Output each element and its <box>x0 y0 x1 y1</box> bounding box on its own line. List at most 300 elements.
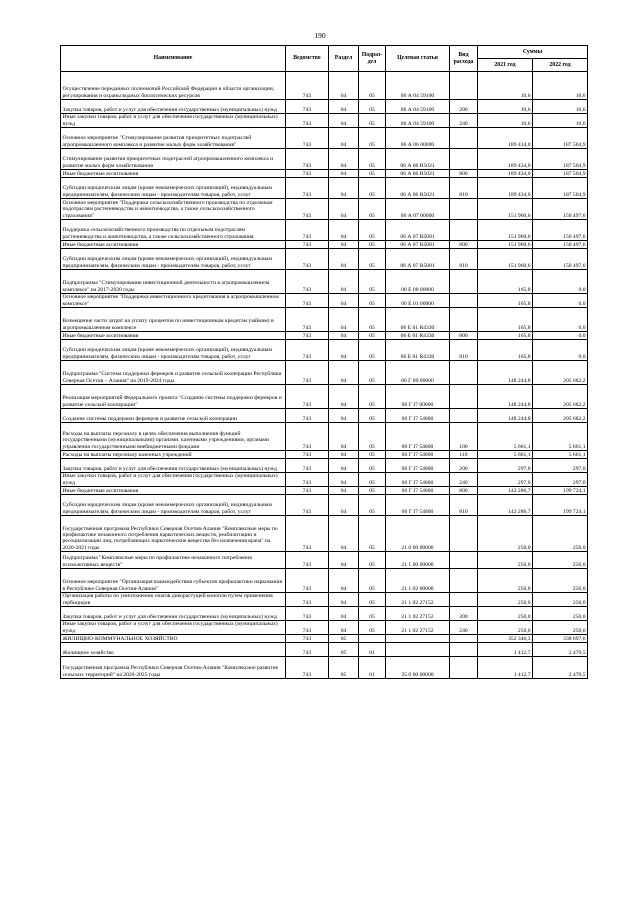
row-section: 04 <box>329 423 359 451</box>
row-expense-type <box>450 409 478 423</box>
row-subsection: 05 <box>359 220 386 241</box>
row-subsection: 05 <box>359 114 386 128</box>
row-expense-type <box>450 552 478 569</box>
row-sum-2022: 10,6 <box>533 72 588 100</box>
row-target-article: 21 1 02 00000 <box>386 569 450 593</box>
row-section: 04 <box>329 149 359 170</box>
row-expense-type: 240 <box>450 114 478 128</box>
row-section: 04 <box>329 459 359 473</box>
row-department: 743 <box>286 593 329 607</box>
row-section: 04 <box>329 621 359 635</box>
row-name: Создание системы поддержки фермеров и развитие сельской кооперации <box>61 409 286 423</box>
row-subsection: 05 <box>359 340 386 361</box>
row-section: 04 <box>329 114 359 128</box>
row-department: 743 <box>286 635 329 643</box>
row-department: 743 <box>286 621 329 635</box>
row-department: 743 <box>286 149 329 170</box>
row-sum-2021: 142 286,7 <box>478 487 533 495</box>
row-name: Основное мероприятие "Поддержка инвестиционного кредитования в агропромышленном комплексе" <box>61 294 286 308</box>
row-subsection <box>359 635 386 643</box>
row-sum-2022: 205 682,2 <box>533 361 588 385</box>
row-section: 04 <box>329 451 359 459</box>
row-name: Субсидии юридическим лицам (кроме некоммерческих организаций), индивидуальным предпринимателям, физическим лицам - производителям товаров, работ, услуг <box>61 178 286 199</box>
row-sum-2021: 250,0 <box>478 607 533 621</box>
col-header-target-article: Целевая статья <box>386 46 450 72</box>
row-section: 04 <box>329 199 359 220</box>
row-name: Иные бюджетные ассигнования <box>61 241 286 249</box>
row-department: 743 <box>286 487 329 495</box>
row-target-article: 06 Е 00 00000 <box>386 270 450 294</box>
row-section: 05 <box>329 657 359 679</box>
table-row <box>61 294 588 308</box>
row-sum-2022: 10,6 <box>533 114 588 128</box>
row-section: 04 <box>329 178 359 199</box>
row-target-article: 06 А 04 59100 <box>386 114 450 128</box>
row-subsection: 01 <box>359 657 386 679</box>
row-subsection: 05 <box>359 451 386 459</box>
row-target-article: 06 Г I7 54800 <box>386 473 450 487</box>
row-expense-type <box>450 199 478 220</box>
row-name: Возмещение части затрат на уплату процентов по инвестиционным кредитам (займам) в агропромышленном комплексе <box>61 308 286 332</box>
row-target-article: 06 Е 01 R4330 <box>386 340 450 361</box>
row-subsection: 05 <box>359 593 386 607</box>
row-subsection: 05 <box>359 294 386 308</box>
row-expense-type <box>450 361 478 385</box>
row-subsection: 05 <box>359 385 386 409</box>
row-sum-2021: 250,0 <box>478 552 533 569</box>
table-row <box>61 114 588 128</box>
row-target-article: 35 0 00 00000 <box>386 657 450 679</box>
table-header <box>61 46 588 72</box>
row-name: Осуществление переданных полномочий Российской Федерации в области организации, регулирования и охраны водных биологических ресурсов <box>61 72 286 100</box>
row-subsection: 05 <box>359 270 386 294</box>
row-subsection: 01 <box>359 643 386 657</box>
row-expense-type: 800 <box>450 487 478 495</box>
row-department: 743 <box>286 516 329 552</box>
row-name: Стимулирование развития приоритетных подотраслей агропромышленного комплекса и развитие малых форм хозяйствования <box>61 149 286 170</box>
table-row <box>61 249 588 270</box>
page-number: 190 <box>314 31 326 40</box>
row-section: 04 <box>329 569 359 593</box>
row-name: Подпрограмма "Система поддержки фермеров и развитие сельской кооперации Республики Северная Осетия – Алания" на 2019-2024 годы <box>61 361 286 385</box>
row-expense-type <box>450 220 478 241</box>
row-department: 743 <box>286 308 329 332</box>
row-sum-2022: 0,0 <box>533 340 588 361</box>
row-expense-type: 200 <box>450 607 478 621</box>
row-department: 743 <box>286 128 329 149</box>
table-row <box>61 270 588 294</box>
row-sum-2021: 250,0 <box>478 569 533 593</box>
table-row <box>61 621 588 635</box>
row-sum-2022: 0,0 <box>533 270 588 294</box>
row-subsection: 05 <box>359 72 386 100</box>
row-expense-type <box>450 149 478 170</box>
row-expense-type: 800 <box>450 170 478 178</box>
col-header-name: Наименование <box>61 46 286 72</box>
row-sum-2021: 148 244,8 <box>478 385 533 409</box>
row-sum-2022: 250,0 <box>533 552 588 569</box>
row-section: 04 <box>329 100 359 114</box>
row-name: Субсидии юридическим лицам (кроме некоммерческих организаций), индивидуальным предпринимателям, физическим лицам - производителям товаров, работ, услуг <box>61 340 286 361</box>
row-department: 743 <box>286 607 329 621</box>
row-sum-2021: 10,6 <box>478 72 533 100</box>
table-row <box>61 459 588 473</box>
row-sum-2021: 297,0 <box>478 473 533 487</box>
row-sum-2022: 338 697,6 <box>533 635 588 643</box>
row-sum-2022: 187 504,9 <box>533 170 588 178</box>
row-sum-2022: 2 470,5 <box>533 657 588 679</box>
table-row <box>61 385 588 409</box>
row-expense-type: 810 <box>450 495 478 516</box>
row-expense-type: 240 <box>450 473 478 487</box>
row-subsection: 05 <box>359 361 386 385</box>
row-sum-2021: 189 434,0 <box>478 170 533 178</box>
row-sum-2021: 165,8 <box>478 332 533 340</box>
row-section: 04 <box>329 385 359 409</box>
row-name: Субсидии юридическим лицам (кроме некоммерческих организаций), индивидуальным предпринимателям, физическим лицам - производителям товаров, работ, услуг <box>61 249 286 270</box>
row-sum-2021: 151 960,6 <box>478 220 533 241</box>
row-target-article <box>386 643 450 657</box>
row-section: 04 <box>329 170 359 178</box>
row-subsection: 05 <box>359 308 386 332</box>
row-target-article: 06 Г 00 00000 <box>386 361 450 385</box>
row-section: 04 <box>329 220 359 241</box>
row-target-article: 06 Г I7 54800 <box>386 409 450 423</box>
row-department: 743 <box>286 178 329 199</box>
row-section: 04 <box>329 487 359 495</box>
row-expense-type <box>450 294 478 308</box>
row-sum-2022: 187 504,9 <box>533 128 588 149</box>
row-name: Реализация мероприятий Федерального проекта "Создание системы поддержки фермеров и развитие сельской кооперации" <box>61 385 286 409</box>
row-sum-2021: 151 960,6 <box>478 241 533 249</box>
row-sum-2022: 297,0 <box>533 459 588 473</box>
row-expense-type: 800 <box>450 332 478 340</box>
row-name: Закупка товаров, работ и услуг для обеспечения государственных (муниципальных) нужд <box>61 100 286 114</box>
row-target-article: 06 Г I7 54800 <box>386 495 450 516</box>
col-header-section: Раздел <box>329 46 359 72</box>
row-sum-2022: 150 497,6 <box>533 241 588 249</box>
row-section: 05 <box>329 635 359 643</box>
row-department: 743 <box>286 657 329 679</box>
row-sum-2022: 205 682,2 <box>533 409 588 423</box>
row-target-article: 06 Г I7 54800 <box>386 487 450 495</box>
row-target-article: 06 А 04 59100 <box>386 100 450 114</box>
row-department: 743 <box>286 361 329 385</box>
col-header-expense-type: Вид расхода <box>450 46 478 72</box>
row-sum-2022: 250,0 <box>533 569 588 593</box>
row-target-article: 06 А 06 R5021 <box>386 170 450 178</box>
col-header-2021: 2021 год <box>478 59 533 72</box>
row-subsection: 05 <box>359 128 386 149</box>
row-target-article: 06 А 06 R5021 <box>386 178 450 199</box>
col-header-sums: Суммы <box>478 46 588 59</box>
table-row <box>61 607 588 621</box>
row-name: Закупка товаров, работ и услуг для обеспечения государственных (муниципальных) нужд <box>61 459 286 473</box>
row-target-article: 06 Г I7 54800 <box>386 459 450 473</box>
row-section: 04 <box>329 516 359 552</box>
row-name: Основное мероприятие "Поддержка сельскохозяйственного производства по отдельным подотраслям растениеводства и животноводства, а также сельскохозяйственного страхования" <box>61 199 286 220</box>
row-sum-2022: 250,0 <box>533 516 588 552</box>
row-subsection: 05 <box>359 241 386 249</box>
row-subsection: 05 <box>359 516 386 552</box>
row-sum-2022: 250,0 <box>533 621 588 635</box>
row-name: Иные бюджетные ассигнования <box>61 170 286 178</box>
table-row <box>61 423 588 451</box>
row-sum-2021: 165,8 <box>478 294 533 308</box>
row-sum-2021: 165,8 <box>478 340 533 361</box>
row-sum-2022: 150 497,6 <box>533 220 588 241</box>
row-name: Государственная программа Республики Северная Осетия-Алания "Комплексные меры по профилактике незаконного потребления наркотических веществ, реабилитации и ресоциализации лиц, потребляющих наркотические вещества без назначения врача" на 2020-2021 годы <box>61 516 286 552</box>
row-expense-type: 110 <box>450 451 478 459</box>
row-section: 04 <box>329 593 359 607</box>
row-department: 743 <box>286 569 329 593</box>
row-subsection: 05 <box>359 170 386 178</box>
table-row <box>61 409 588 423</box>
table-row <box>61 340 588 361</box>
row-section: 04 <box>329 72 359 100</box>
row-name: Иные бюджетные ассигнования <box>61 332 286 340</box>
table-row <box>61 473 588 487</box>
row-name: Жилищное хозяйство <box>61 643 286 657</box>
table-row <box>61 72 588 100</box>
row-section: 04 <box>329 128 359 149</box>
table-row <box>61 516 588 552</box>
row-expense-type: 810 <box>450 340 478 361</box>
row-department: 743 <box>286 241 329 249</box>
row-section: 04 <box>329 270 359 294</box>
row-expense-type: 200 <box>450 100 478 114</box>
row-department: 743 <box>286 220 329 241</box>
table-row <box>61 199 588 220</box>
row-target-article: 06 А 06 00000 <box>386 128 450 149</box>
row-name: Поддержка сельскохозяйственного производства по отдельным подотраслям растениеводства и животноводства, а также сельскохозяйственного страхования <box>61 220 286 241</box>
row-department: 743 <box>286 643 329 657</box>
row-expense-type: 100 <box>450 423 478 451</box>
row-name: Основное мероприятие "Организация взаимодействия субъектов профилактики наркомании в Республике Северная Осетия-Алания" <box>61 569 286 593</box>
row-sum-2022: 0,0 <box>533 294 588 308</box>
row-section: 04 <box>329 361 359 385</box>
row-expense-type <box>450 657 478 679</box>
row-name: Закупка товаров, работ и услуг для обеспечения государственных (муниципальных) нужд <box>61 607 286 621</box>
table-row <box>61 100 588 114</box>
row-subsection: 05 <box>359 178 386 199</box>
table-row <box>61 308 588 332</box>
row-expense-type <box>450 569 478 593</box>
row-subsection: 05 <box>359 495 386 516</box>
row-expense-type <box>450 308 478 332</box>
row-department: 743 <box>286 100 329 114</box>
table-row <box>61 487 588 495</box>
table-row <box>61 635 588 643</box>
row-sum-2022: 5 661,1 <box>533 451 588 459</box>
table-row <box>61 593 588 607</box>
row-name: Иные закупки товаров, работ и услуг для обеспечения государственных (муниципальных) нужд <box>61 621 286 635</box>
row-section: 04 <box>329 552 359 569</box>
row-section: 04 <box>329 409 359 423</box>
row-name: ЖИЛИЩНО-КОММУНАЛЬНОЕ ХОЗЯЙСТВО <box>61 635 286 643</box>
row-section: 04 <box>329 607 359 621</box>
row-department: 743 <box>286 340 329 361</box>
row-sum-2021: 189 434,0 <box>478 128 533 149</box>
table-row <box>61 569 588 593</box>
row-department: 743 <box>286 294 329 308</box>
row-department: 743 <box>286 72 329 100</box>
row-target-article: 21 1 02 27152 <box>386 607 450 621</box>
row-target-article: 06 А 07 R5081 <box>386 241 450 249</box>
row-sum-2021: 1 412,7 <box>478 643 533 657</box>
row-name: Расходы на выплаты персоналу в целях обеспечения выполнения функций государственными (муниципальными) органами, казенными учреждениями, органами управления государственными внебюджетными фондами <box>61 423 286 451</box>
row-sum-2021: 148 244,8 <box>478 409 533 423</box>
row-subsection: 05 <box>359 199 386 220</box>
row-target-article: 06 Г I7 54800 <box>386 423 450 451</box>
row-section: 04 <box>329 495 359 516</box>
row-expense-type <box>450 643 478 657</box>
row-sum-2022: 250,0 <box>533 607 588 621</box>
row-sum-2021: 165,8 <box>478 308 533 332</box>
row-sum-2021: 189 434,0 <box>478 178 533 199</box>
row-expense-type: 200 <box>450 459 478 473</box>
row-sum-2021: 10,6 <box>478 114 533 128</box>
row-sum-2022: 10,6 <box>533 100 588 114</box>
row-target-article: 06 Е 01 00000 <box>386 294 450 308</box>
row-sum-2022: 150 497,6 <box>533 199 588 220</box>
row-name: Иные бюджетные ассигнования <box>61 487 286 495</box>
row-target-article: 21 0 00 00000 <box>386 516 450 552</box>
row-sum-2022: 187 504,9 <box>533 178 588 199</box>
row-subsection: 05 <box>359 569 386 593</box>
row-subsection: 05 <box>359 473 386 487</box>
row-sum-2021: 189 434,0 <box>478 149 533 170</box>
row-name: Организация работы по уничтожению очагов дикорастущей конопли путем применения гербицидов <box>61 593 286 607</box>
table-body <box>61 72 588 679</box>
row-target-article: 06 Г I7 54800 <box>386 451 450 459</box>
table-row <box>61 552 588 569</box>
row-subsection: 05 <box>359 332 386 340</box>
row-expense-type: 810 <box>450 249 478 270</box>
table-row <box>61 170 588 178</box>
row-target-article: 06 А 07 R5081 <box>386 249 450 270</box>
row-target-article: 06 Е 01 R4330 <box>386 308 450 332</box>
row-department: 743 <box>286 249 329 270</box>
row-department: 743 <box>286 459 329 473</box>
row-sum-2022: 250,0 <box>533 593 588 607</box>
row-name: Подпрограмма "Стимулирование инвестиционной деятельности в агропромышленном комплексе" на 2017-2020 годы <box>61 270 286 294</box>
row-sum-2021: 165,8 <box>478 270 533 294</box>
row-target-article: 06 А 07 R5081 <box>386 220 450 241</box>
row-target-article <box>386 635 450 643</box>
row-department: 743 <box>286 409 329 423</box>
table-row <box>61 451 588 459</box>
row-sum-2021: 250,0 <box>478 593 533 607</box>
table-row <box>61 178 588 199</box>
row-sum-2022: 150 497,6 <box>533 249 588 270</box>
row-subsection: 05 <box>359 100 386 114</box>
row-sum-2022: 199 724,1 <box>533 495 588 516</box>
row-sum-2021: 5 661,1 <box>478 451 533 459</box>
row-department: 743 <box>286 423 329 451</box>
row-department: 743 <box>286 170 329 178</box>
row-sum-2022: 0,0 <box>533 332 588 340</box>
table-row <box>61 241 588 249</box>
row-expense-type <box>450 270 478 294</box>
row-section: 05 <box>329 643 359 657</box>
row-department: 743 <box>286 332 329 340</box>
col-header-subsection: Подраз-дел <box>359 46 386 72</box>
row-sum-2022: 297,0 <box>533 473 588 487</box>
row-target-article: 06 А 07 00000 <box>386 199 450 220</box>
row-subsection: 05 <box>359 487 386 495</box>
row-name: Субсидии юридическим лицам (кроме некоммерческих организаций), индивидуальным предпринимателям, физическим лицам - производителям товаров, работ, услуг <box>61 495 286 516</box>
row-sum-2021: 151 960,6 <box>478 199 533 220</box>
row-expense-type <box>450 516 478 552</box>
budget-table <box>60 45 588 679</box>
row-department: 743 <box>286 473 329 487</box>
row-department: 743 <box>286 495 329 516</box>
row-name: Государственная программа Республики Северная Осетия-Алания "Комплексное развитие сельских территорий" на 2020-2025 годы <box>61 657 286 679</box>
table-row <box>61 332 588 340</box>
table-row <box>61 495 588 516</box>
row-name: Основное мероприятие "Стимулирование развития приоритетных подотраслей агропромышленного комплекса и развитие малых форм хозяйствования" <box>61 128 286 149</box>
row-section: 04 <box>329 249 359 270</box>
row-expense-type <box>450 128 478 149</box>
table-row <box>61 128 588 149</box>
row-expense-type: 240 <box>450 621 478 635</box>
row-department: 743 <box>286 270 329 294</box>
row-target-article: 21 1 02 27152 <box>386 621 450 635</box>
row-sum-2022: 199 724,1 <box>533 487 588 495</box>
row-sum-2022: 205 682,2 <box>533 385 588 409</box>
row-sum-2021: 352 346,3 <box>478 635 533 643</box>
row-section: 04 <box>329 241 359 249</box>
row-name: Расходы на выплаты персоналу казенных учреждений <box>61 451 286 459</box>
row-expense-type <box>450 635 478 643</box>
row-sum-2021: 297,0 <box>478 459 533 473</box>
row-expense-type <box>450 72 478 100</box>
table-row <box>61 149 588 170</box>
row-subsection: 05 <box>359 149 386 170</box>
row-sum-2021: 10,6 <box>478 100 533 114</box>
table-row <box>61 643 588 657</box>
row-section: 04 <box>329 308 359 332</box>
row-sum-2021: 5 661,1 <box>478 423 533 451</box>
row-target-article: 06 А 06 R5021 <box>386 149 450 170</box>
row-section: 04 <box>329 294 359 308</box>
col-header-department: Ведомство <box>286 46 329 72</box>
row-name: Иные закупки товаров, работ и услуг для обеспечения государственных (муниципальных) нужд <box>61 114 286 128</box>
row-subsection: 05 <box>359 409 386 423</box>
row-department: 743 <box>286 552 329 569</box>
row-target-article: 06 Г I7 00000 <box>386 385 450 409</box>
row-subsection: 05 <box>359 249 386 270</box>
row-sum-2021: 151 960,6 <box>478 249 533 270</box>
row-subsection: 05 <box>359 607 386 621</box>
row-sum-2021: 142 286,7 <box>478 495 533 516</box>
col-header-2022: 2022 год <box>533 59 588 72</box>
table-row <box>61 361 588 385</box>
row-sum-2022: 2 470,5 <box>533 643 588 657</box>
row-target-article: 06 А 04 59100 <box>386 72 450 100</box>
row-department: 743 <box>286 385 329 409</box>
row-section: 04 <box>329 332 359 340</box>
row-sum-2021: 250,0 <box>478 621 533 635</box>
row-subsection: 05 <box>359 621 386 635</box>
row-department: 743 <box>286 451 329 459</box>
row-expense-type <box>450 593 478 607</box>
row-subsection: 05 <box>359 423 386 451</box>
row-expense-type <box>450 385 478 409</box>
row-section: 04 <box>329 473 359 487</box>
row-name: Иные закупки товаров, работ и услуг для обеспечения государственных (муниципальных) нужд <box>61 473 286 487</box>
